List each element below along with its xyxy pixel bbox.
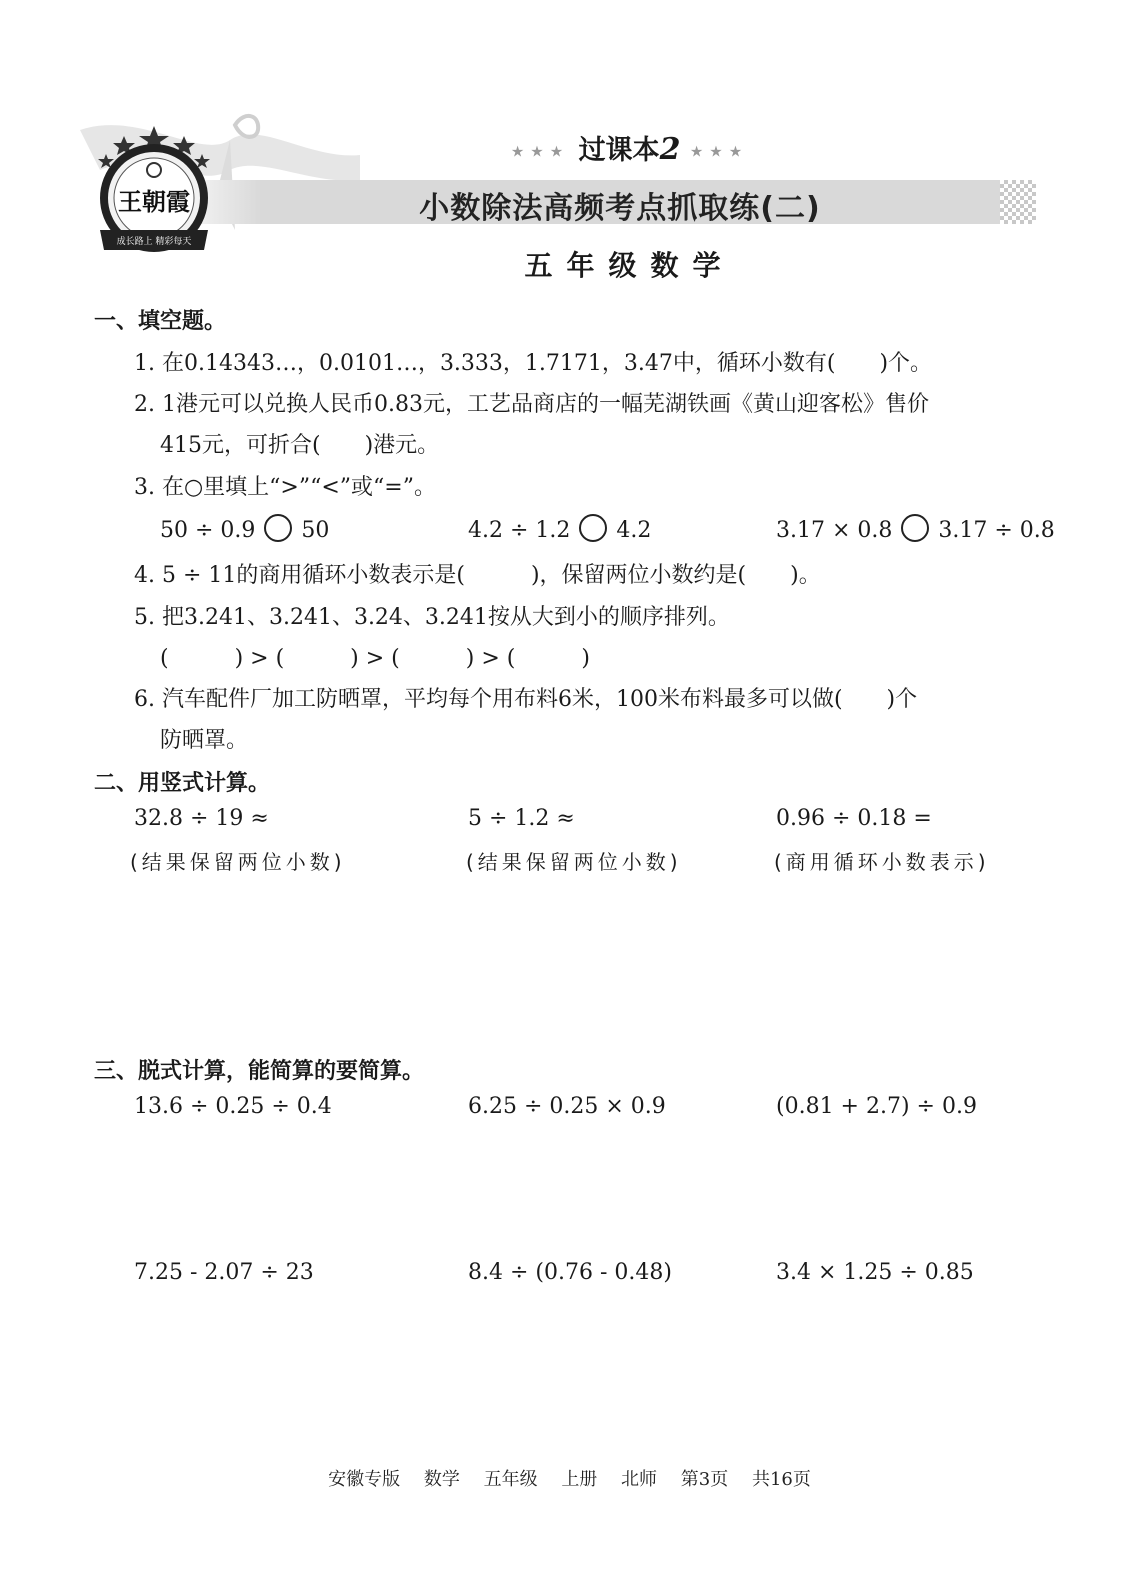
page-subtitle: 五年级数学 [524, 249, 735, 282]
compare-left: 50 ÷ 0.9 [160, 518, 256, 543]
calc-expr: 8.4 ÷ (0.76 - 0.48) [468, 1260, 672, 1285]
compare-item [468, 514, 651, 543]
vertical-calc-expr: 0.96 ÷ 0.18 = [776, 806, 932, 831]
footer-page-total: 共16页 [751, 1469, 811, 1490]
page-footer [0, 1465, 1139, 1491]
footer-volume: 上册 [561, 1469, 598, 1490]
series-text: 过课本 [578, 135, 660, 166]
question-6-line-1: 6. 汽车配件厂加工防晒罩，平均每个用布料6米，100米布料最多可以做( )个 [134, 687, 918, 712]
vertical-calc-note: (商用循环小数表示) [774, 850, 990, 874]
compare-right: 4.2 [616, 518, 652, 543]
logo-text: 王朝霞 [118, 187, 190, 216]
calc-expr: (0.81 + 2.7) ÷ 0.9 [776, 1094, 977, 1119]
footer-subject: 数学 [423, 1469, 460, 1490]
series-label [0, 128, 1139, 167]
page-title: 小数除法高频考点抓取练(二) [419, 191, 821, 226]
vertical-calc-expr: 32.8 ÷ 19 ≈ [134, 806, 269, 831]
vertical-calc-note: (结果保留两位小数) [130, 850, 346, 874]
section-2-heading: 二、用竖式计算。 [94, 771, 271, 796]
calc-expr: 7.25 - 2.07 ÷ 23 [134, 1260, 314, 1285]
stars-right-icon: ★★★ [689, 142, 749, 161]
banner-checker-pattern [1000, 180, 1036, 224]
footer-grade: 五年级 [483, 1469, 538, 1490]
compare-right: 50 [301, 518, 330, 543]
series-number: 2 [659, 132, 681, 167]
compare-left: 4.2 ÷ 1.2 [468, 518, 571, 543]
vertical-calc-note: (结果保留两位小数) [466, 850, 682, 874]
answer-circle[interactable] [579, 514, 607, 542]
calc-expr: 13.6 ÷ 0.25 ÷ 0.4 [134, 1094, 332, 1119]
answer-circle[interactable] [901, 514, 929, 542]
answer-circle[interactable] [264, 514, 292, 542]
question-1: 1. 在0.14343…，0.0101…，3.333，1.7171，3.47中，循环小数有( )个。 [134, 351, 933, 376]
stars-left-icon: ★★★ [510, 142, 570, 161]
compare-left: 3.17 × 0.8 [776, 518, 893, 543]
section-1-heading: 一、填空题。 [94, 309, 227, 334]
footer-page-number: 第3页 [680, 1469, 729, 1490]
calc-expr: 3.4 × 1.25 ÷ 0.85 [776, 1260, 974, 1285]
compare-item [776, 514, 1055, 543]
logo-ribbon-text: 成长路上 精彩每天 [116, 237, 192, 247]
footer-edition: 安徽专版 [328, 1469, 401, 1490]
vertical-calc-expr: 5 ÷ 1.2 ≈ [468, 806, 575, 831]
question-6-line-2: 防晒罩。 [160, 728, 249, 753]
question-5: 5. 把3.241、3.241、3.24、3.241按从大到小的顺序排列。 [134, 605, 730, 630]
compare-right: 3.17 ÷ 0.8 [938, 518, 1055, 543]
question-5-blanks[interactable]: ( ) > ( ) > ( ) > ( ) [160, 646, 590, 671]
question-2-line-1: 2. 1港元可以兑换人民币0.83元，工艺品商店的一幅芜湖铁画《黄山迎客松》售价 [134, 392, 929, 417]
compare-item [160, 514, 329, 543]
section-3-heading: 三、脱式计算，能简算的要简算。 [94, 1059, 425, 1084]
calc-expr: 6.25 ÷ 0.25 × 0.9 [468, 1094, 666, 1119]
question-4: 4. 5 ÷ 11的商用循环小数表示是( )，保留两位小数约是( )。 [134, 563, 821, 588]
footer-publisher: 北师 [621, 1469, 658, 1490]
question-3: 3. 在○里填上“>”“<”或“=”。 [134, 475, 436, 500]
question-2-line-2: 415元，可折合( )港元。 [160, 433, 440, 458]
